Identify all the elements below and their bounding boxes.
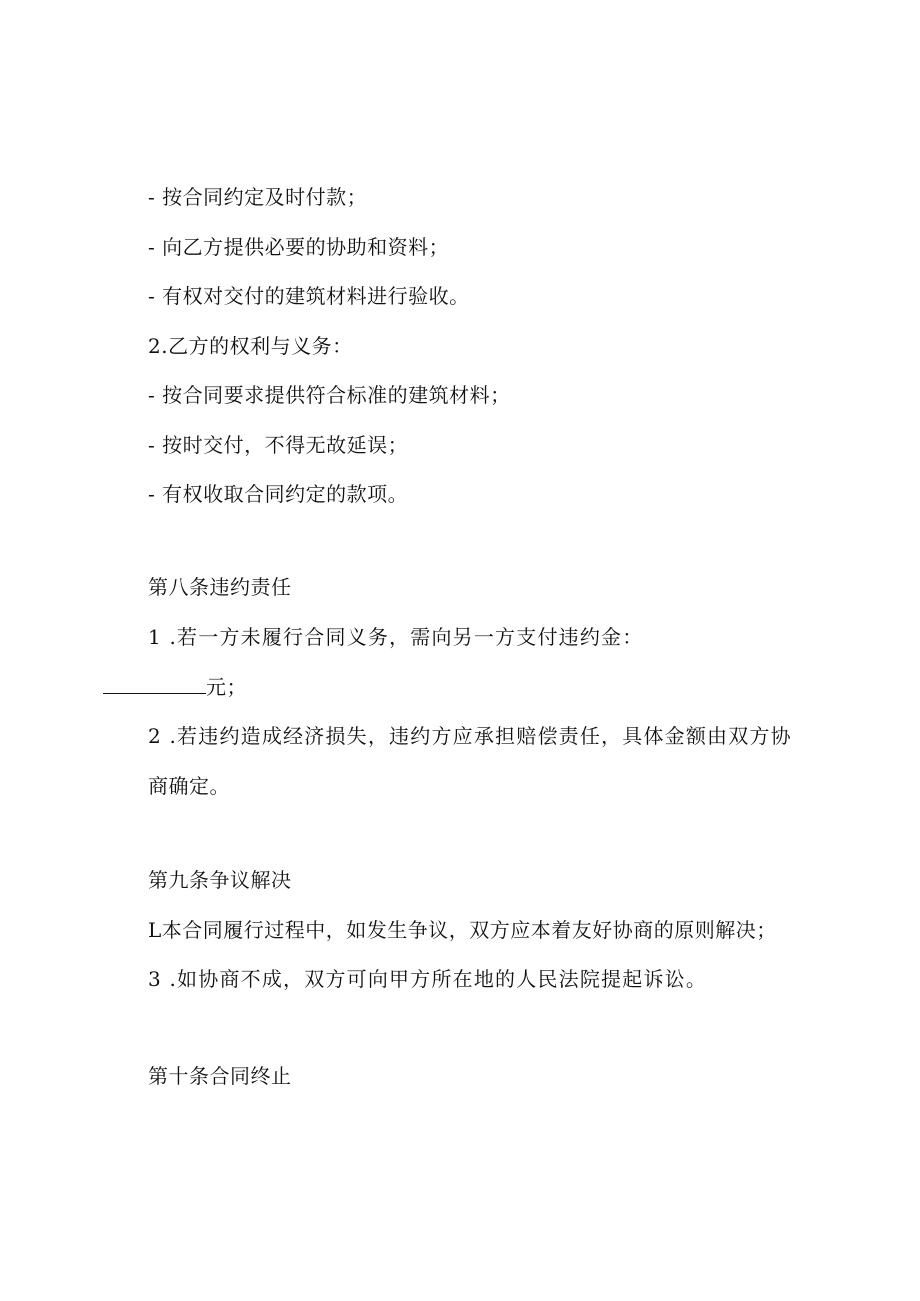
article-8-clause-2-continuation: 商确定。 [148, 774, 230, 798]
article-9-clause-2: 3 .如协商不成，双方可向甲方所在地的人民法院提起诉讼。 [148, 967, 708, 991]
party-a-item-inspection: - 有权对交付的建筑材料进行验收。 [148, 284, 470, 308]
article-8-clause-1: 1 .若一方未履行合同义务，需向另一方支付违约金： [148, 625, 644, 649]
article-8-title: 第八条违约责任 [148, 575, 292, 599]
currency-unit: 元； [206, 675, 247, 699]
article-9-clause-1: L本合同履行过程中，如发生争议，双方应本着友好协商的原则解决； [148, 918, 777, 942]
article-8-clause-1-continuation [103, 673, 247, 701]
article-8-clause-2: 2 .若违约造成经济损失，违约方应承担赔偿责任，具体金额由双方协 [148, 724, 792, 748]
party-b-item-delivery: - 按时交付，不得无故延误； [148, 433, 409, 457]
party-a-item-payment: - 按合同约定及时付款； [148, 185, 368, 209]
party-b-item-collect: - 有权收取合同约定的款项。 [148, 482, 409, 506]
party-b-heading: 2.乙方的权利与义务： [148, 334, 353, 358]
article-10-title: 第十条合同终止 [148, 1064, 292, 1088]
article-9-title: 第九条争议解决 [148, 868, 292, 892]
party-b-item-supply: - 按合同要求提供符合标准的建筑材料； [148, 383, 511, 407]
party-a-item-assistance: - 向乙方提供必要的协助和资料； [148, 235, 450, 259]
penalty-amount-blank [103, 673, 206, 694]
